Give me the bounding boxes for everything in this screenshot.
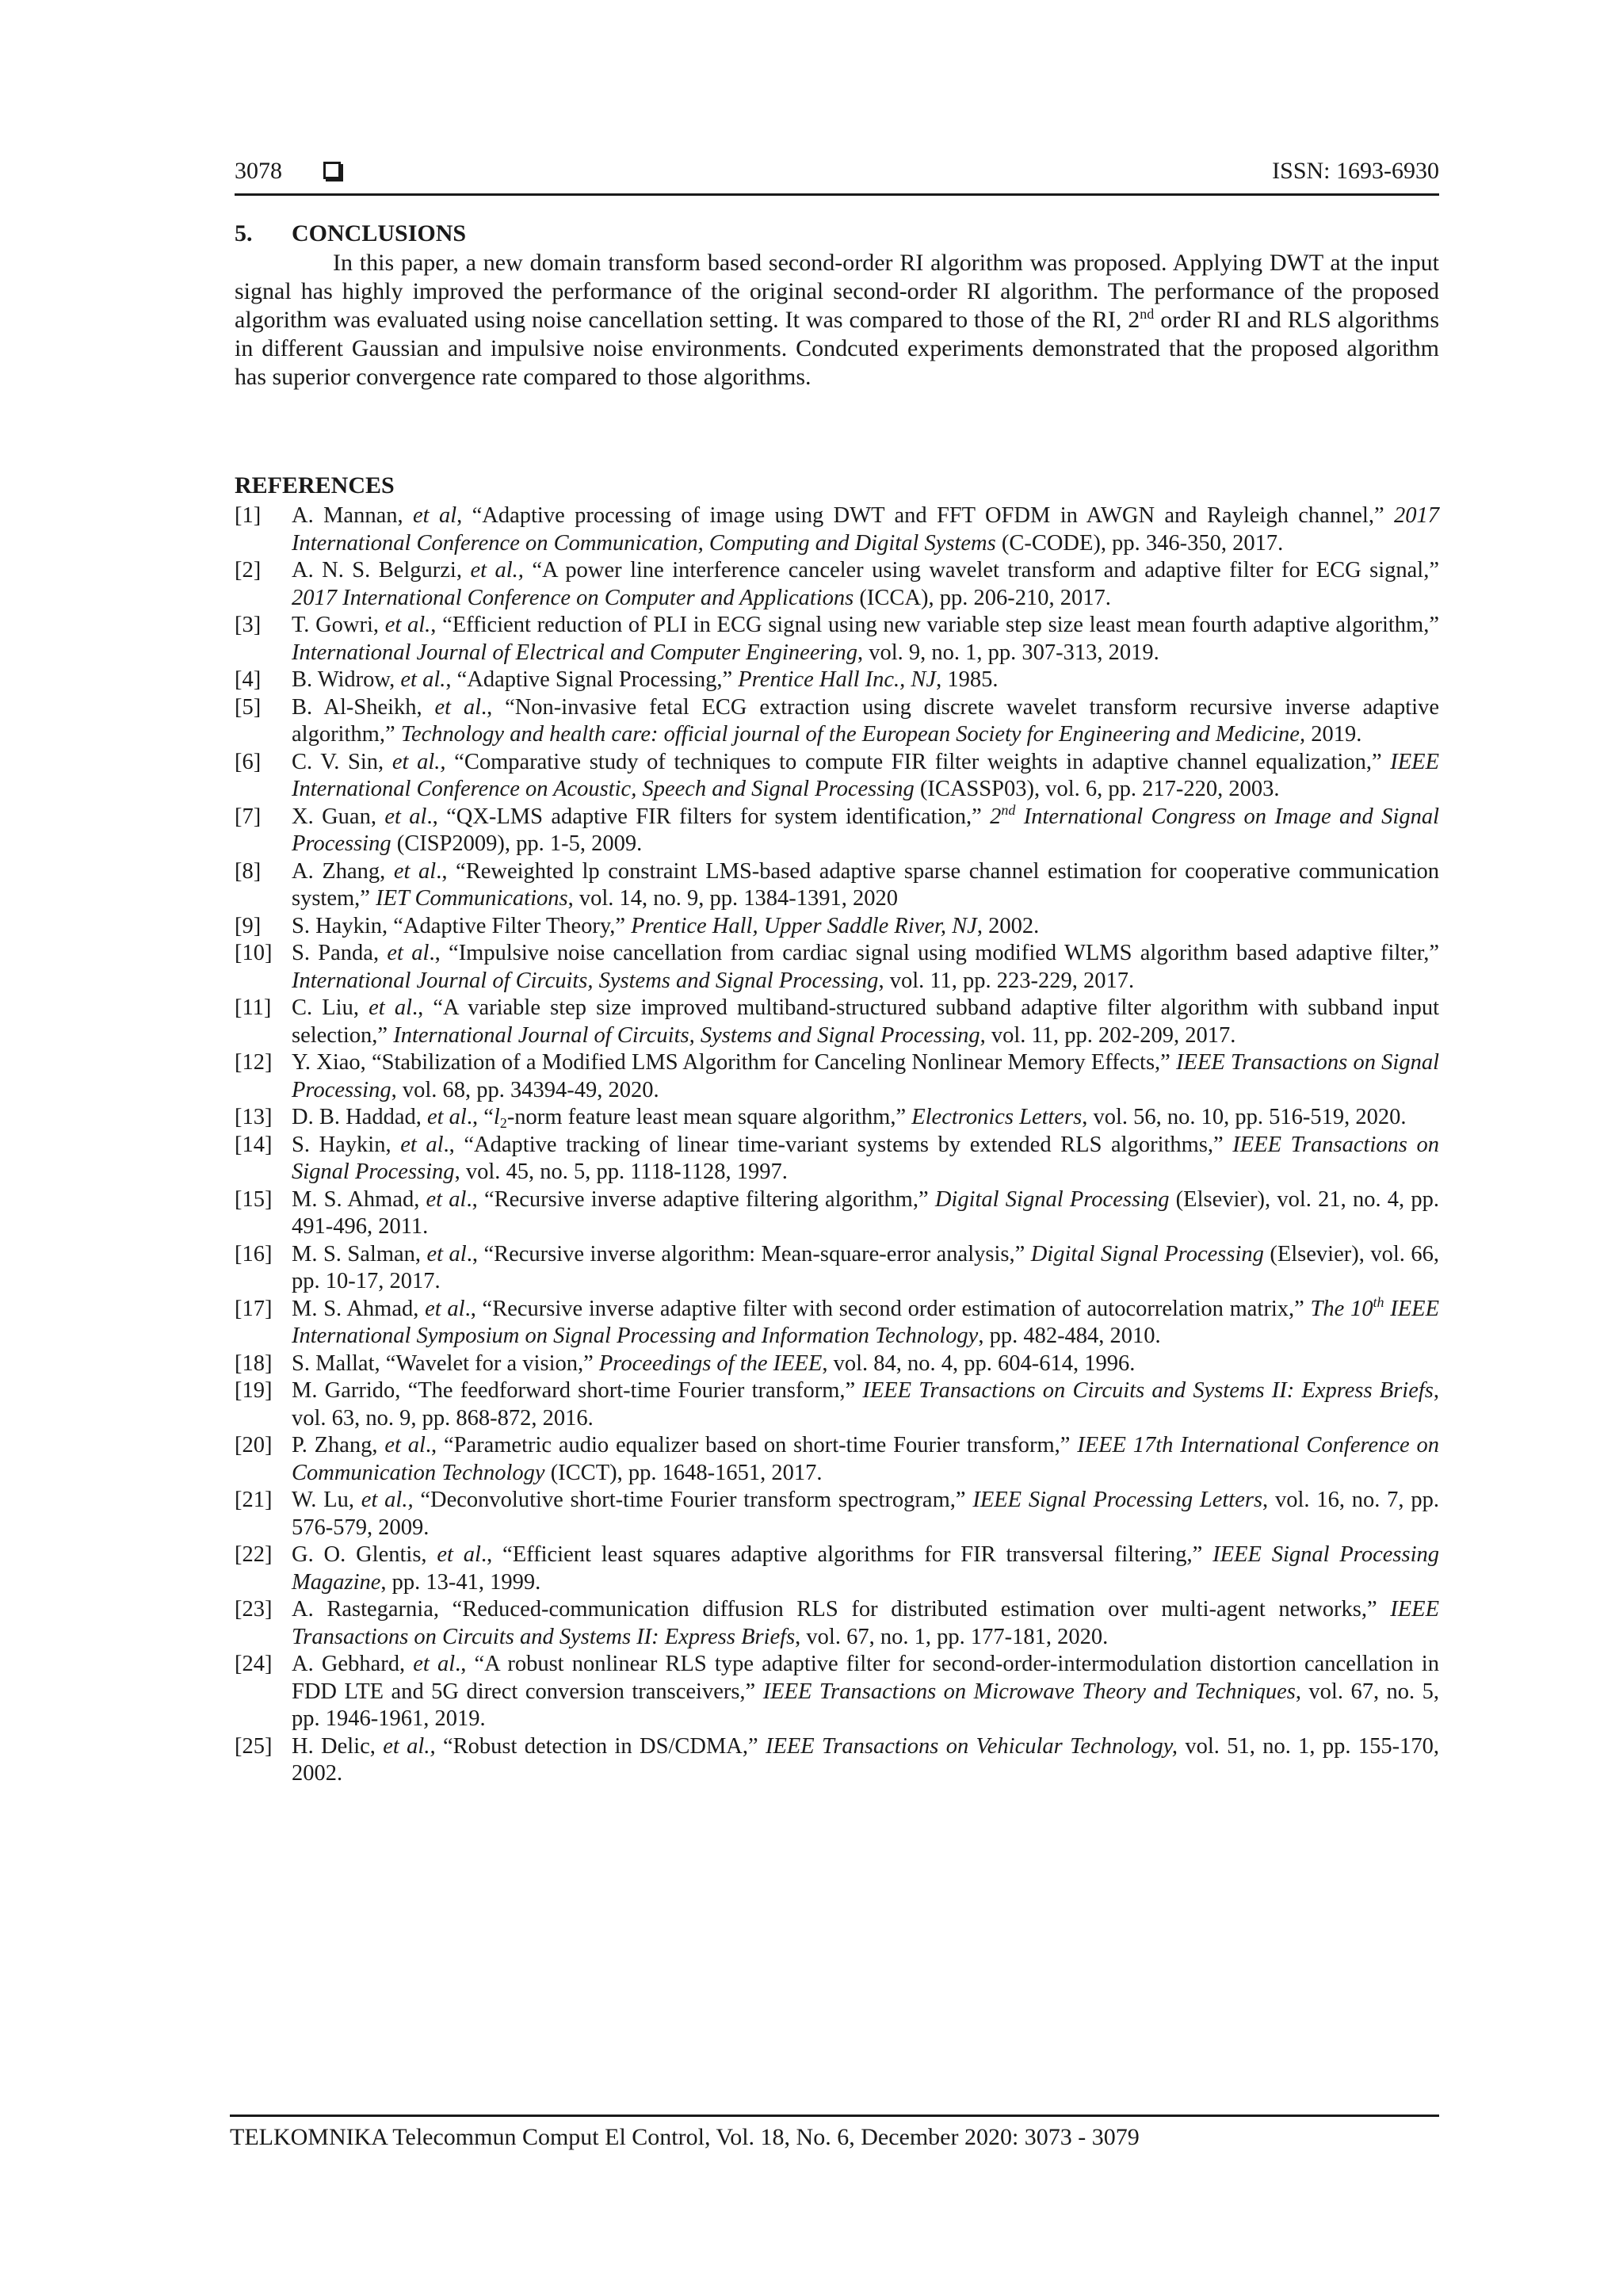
reference-text	[292, 801, 1439, 858]
reference-text	[292, 1377, 1439, 1432]
reference-item	[235, 1651, 1439, 1733]
reference-segment: , vol. 68, pp. 34394-49, 2020.	[391, 1077, 659, 1102]
reference-number: [6]	[235, 749, 262, 774]
reference-segment: ., “Impulsive noise cancellation from cardiac signal using modified WLMS algorithm based adaptive filter,”	[429, 941, 1439, 965]
reference-segment: et al	[426, 1105, 467, 1129]
reference-segment: S. Panda,	[292, 941, 388, 965]
reference-segment: IEEE International Conference on Acoustic, Speech and Signal Processing	[292, 749, 1439, 801]
reference-segment: A. Zhang,	[292, 858, 394, 884]
reference-number: [24]	[235, 1652, 273, 1676]
reference-segment: , pp. 13-41, 1999.	[380, 1569, 541, 1595]
reference-segment: IEEE Signal Processing Letters	[972, 1488, 1263, 1512]
reference-segment: IEEE International Symposium on Signal Processing and Information Technology	[292, 1296, 1439, 1348]
reference-text	[292, 1049, 1439, 1104]
reference-segment: (ICASSP03), vol. 6, pp. 217-220, 2003.	[914, 777, 1280, 801]
reference-segment: A. Gebhard,	[292, 1652, 414, 1676]
reference-text	[292, 995, 1439, 1049]
reference-item	[235, 801, 1439, 858]
issn-label: ISSN: 1693-6930	[1272, 158, 1439, 184]
reference-segment: A. Rastegarnia, “Reduced-communication diffusion RLS for distributed estimation over multi-agent networks,”	[292, 1597, 1391, 1622]
reference-number: [2]	[235, 558, 262, 583]
reference-segment: nd	[1001, 801, 1016, 818]
reference-segment: et al.,	[361, 1488, 414, 1512]
conclusion-text-end: order RI and RLS algorithms in different Gaussian and impulsive noise environments. Condcuted experiments demonstrated that the proposed algorithm has superior convergence rate compared to those algorithms.	[235, 307, 1439, 390]
reference-segment: IEEE Transactions on Signal Processing	[292, 1050, 1440, 1102]
reference-segment: M. S. Ahmad,	[292, 1186, 426, 1212]
reference-segment: S. Haykin,	[292, 1132, 401, 1157]
reference-segment: D. B. Haddad,	[292, 1105, 427, 1129]
reference-segment: et al	[425, 1296, 465, 1321]
reference-segment: th	[1373, 1293, 1384, 1310]
reference-text	[292, 749, 1439, 804]
reference-segment: IEEE Transactions on Vehicular Technology,	[766, 1733, 1178, 1759]
reference-segment: , vol. 14, no. 9, pp. 1384-1391, 2020	[567, 886, 899, 911]
reference-segment: Digital Signal Processing	[1030, 1241, 1264, 1266]
reference-segment: , vol. 9, no. 1, pp. 307-313, 2019.	[857, 640, 1159, 665]
reference-number: [11]	[235, 995, 272, 1020]
reference-item	[235, 1487, 1439, 1541]
reference-segment: Proceedings of the IEEE	[598, 1350, 823, 1376]
reference-segment: (ICCT), pp. 1648-1651, 2017.	[544, 1460, 823, 1485]
section-number: 5.	[235, 220, 253, 246]
reference-number: [17]	[235, 1296, 273, 1321]
reference-segment: IEEE 17th International Conference on Communication Technology	[292, 1433, 1440, 1485]
reference-number: [4]	[235, 667, 262, 692]
reference-item	[235, 1293, 1439, 1350]
reference-segment: T. Gowri,	[292, 613, 385, 637]
reference-segment: ., “Recursive inverse adaptive filtering algorithm,”	[466, 1186, 935, 1212]
reference-segment: , “Efficient reduction of PLI in ECG signal using new variable step size least mean fourth adaptive algorithm,”	[430, 613, 1439, 637]
reference-segment: A. N. S. Belgurzi,	[292, 558, 471, 583]
reference-segment: , vol. 63, no. 9, pp. 868-872, 2016.	[292, 1378, 1440, 1431]
reference-segment: C. Liu,	[292, 995, 369, 1020]
conclusion-text-start: In this paper, a new domain transform based second-order RI algorithm was proposed. Applying DWT at the input signal has highly improved the performance of the original second-order RI algorithm. The performance of the proposed algorithm was evaluated using noise cancellation setting. It was compared to those of the RI, 2	[235, 250, 1439, 333]
reference-number: [8]	[235, 858, 262, 884]
reference-item	[235, 667, 1439, 694]
reference-number: [21]	[235, 1488, 273, 1512]
reference-segment: et al	[413, 1652, 456, 1676]
reference-segment: B. Widrow,	[292, 667, 401, 692]
reference-segment: , vol. 67, no. 5, pp. 1946-1961, 2019.	[292, 1679, 1440, 1731]
reference-segment: ., “A variable step size improved multiband-structured subband adaptive filter algorithm with subband input selection,”	[292, 995, 1439, 1048]
reference-segment: IEEE Transactions on Signal Processing	[292, 1132, 1439, 1184]
reference-segment: 2019.	[1305, 722, 1362, 747]
reference-segment: W. Lu,	[292, 1488, 361, 1512]
reference-segment: ., “Parametric audio equalizer based on short-time Fourier transform,”	[425, 1433, 1078, 1457]
reference-item	[235, 1350, 1439, 1378]
reference-segment: Electronics Letters	[911, 1105, 1083, 1129]
reference-segment: et al	[426, 1186, 467, 1212]
reference-item	[235, 1241, 1439, 1296]
reference-segment: ., “Recursive inverse algorithm: Mean-square-error analysis,”	[466, 1241, 1031, 1266]
reference-segment: “Deconvolutive short-time Fourier transform spectrogram,”	[413, 1488, 973, 1512]
reference-segment: 2017 International Conference on Communication, Computing and Digital Systems	[292, 503, 1439, 556]
reference-number: [19]	[235, 1378, 273, 1403]
reference-segment: “A power line interference canceler using wavelet transform and adaptive filter for ECG signal,”	[523, 558, 1439, 583]
reference-text	[292, 1541, 1439, 1596]
reference-segment: et al.	[400, 667, 446, 692]
reference-number: [9]	[235, 913, 262, 938]
reference-segment: (CISP2009), pp. 1-5, 2009.	[391, 831, 643, 856]
reference-segment: IEEE Transactions on Microwave Theory and Techniques	[762, 1679, 1296, 1704]
reference-text	[292, 1186, 1439, 1241]
reference-number: [5]	[235, 694, 262, 720]
reference-text	[292, 667, 1439, 694]
reference-segment: , “Adaptive Signal Processing,”	[445, 667, 739, 692]
reference-segment: et al	[369, 995, 413, 1020]
reference-segment: et al	[437, 1542, 481, 1567]
reference-segment: P. Zhang,	[292, 1433, 385, 1457]
reference-segment: “Comparative study of techniques to compute FIR filter weights in adaptive channel equalization,”	[445, 749, 1391, 774]
reference-text	[292, 694, 1439, 749]
reference-segment: , vol. 11, pp. 223-229, 2017.	[878, 968, 1135, 993]
reference-item	[235, 502, 1439, 557]
reference-number: [22]	[235, 1542, 273, 1567]
reference-segment: et al.	[384, 613, 431, 637]
reference-text	[292, 940, 1439, 995]
reference-number: [14]	[235, 1132, 273, 1157]
page-header	[235, 155, 1439, 196]
reference-segment: IEEE Signal Processing Magazine	[292, 1542, 1439, 1595]
page-footer: TELKOMNIKA Telecommun Comput El Control, Vol. 18, No. 6, December 2020: 3073 - 3079	[230, 2115, 1439, 2153]
reference-item	[235, 995, 1439, 1049]
reference-segment: ., “Recursive inverse adaptive filter with second order estimation of autocorrelation matrix,”	[464, 1296, 1311, 1321]
reference-item	[235, 557, 1439, 612]
reference-item	[235, 913, 1439, 941]
reference-segment: ., “Reweighted lp constraint LMS-based adaptive sparse channel estimation for cooperative communication system,”	[292, 858, 1439, 911]
reference-segment: Y. Xiao, “Stabilization of a Modified LMS Algorithm for Canceling Nonlinear Memory Effects,”	[292, 1050, 1177, 1075]
reference-segment: H. Delic,	[292, 1733, 384, 1759]
reference-segment: IEEE Transactions on Circuits and Systems II: Express Briefs	[862, 1378, 1434, 1403]
reference-number: [16]	[235, 1241, 273, 1266]
reference-text	[292, 1596, 1439, 1651]
reference-text	[292, 502, 1439, 557]
reference-item	[235, 1104, 1439, 1132]
reference-item	[235, 1733, 1439, 1788]
conclusions-section	[235, 219, 1439, 392]
reference-segment: ., “	[466, 1105, 494, 1129]
reference-segment: 2	[990, 804, 1002, 829]
reference-segment: et al	[393, 858, 437, 884]
reference-segment: , 2002.	[976, 913, 1040, 938]
reference-segment: Prentice Hall Inc., NJ	[738, 667, 937, 692]
reference-segment: et al	[387, 941, 430, 965]
reference-segment: et al.,	[383, 1733, 436, 1759]
reference-number: [20]	[235, 1433, 273, 1457]
square-icon	[323, 162, 341, 179]
reference-text	[292, 858, 1439, 913]
reference-segment: International Journal of Circuits, Systems and Signal Processing	[292, 968, 879, 993]
reference-segment: vol. 11, pp. 202-209, 2017.	[985, 1022, 1236, 1048]
reference-number: [7]	[235, 804, 262, 829]
reference-segment: IET Communications	[376, 886, 568, 911]
reference-segment: et al	[413, 503, 457, 528]
reference-segment: M. Garrido, “The feedforward short-time Fourier transform,”	[292, 1378, 863, 1403]
reference-number: [15]	[235, 1186, 273, 1212]
reference-segment: , pp. 482-484, 2010.	[978, 1324, 1161, 1348]
reference-number: [25]	[235, 1733, 273, 1759]
reference-text	[292, 1350, 1439, 1378]
reference-segment: , vol. 67, no. 1, pp. 177-181, 2020.	[795, 1624, 1109, 1649]
reference-text	[292, 1241, 1439, 1296]
reference-item	[235, 940, 1439, 995]
reference-item	[235, 858, 1439, 913]
reference-segment: et al	[434, 694, 482, 720]
reference-segment: M. S. Salman,	[292, 1241, 427, 1266]
page-number: 3078	[235, 158, 282, 184]
reference-text	[292, 1487, 1439, 1541]
reference-segment: International Journal of Circuits, Systems and Signal Processing,	[393, 1022, 986, 1048]
reference-number: [3]	[235, 613, 262, 637]
reference-text	[292, 913, 1439, 941]
reference-list	[235, 502, 1439, 1788]
reference-segment: et al	[426, 1241, 467, 1266]
reference-number: [10]	[235, 941, 273, 965]
reference-segment: ., “A robust nonlinear RLS type adaptive filter for second-order-intermodulation distortion cancellation in FDD LTE and 5G direct conversion transceivers,”	[292, 1652, 1439, 1704]
reference-segment: 2	[499, 1115, 507, 1131]
reference-text	[292, 612, 1439, 667]
reference-segment: S. Haykin, “Adaptive Filter Theory,”	[292, 913, 632, 938]
reference-segment: International Congress on Image and Signal Processing	[292, 804, 1439, 856]
reference-segment: B. Al-Sheikh,	[292, 694, 435, 720]
reference-segment: International Journal of Electrical and Computer Engineering	[292, 640, 857, 665]
reference-segment: C. V. Sin,	[292, 749, 392, 774]
reference-segment: , vol. 45, no. 5, pp. 1118-1128, 1997.	[454, 1159, 788, 1184]
reference-segment: A. Mannan,	[292, 503, 413, 528]
reference-item	[235, 1186, 1439, 1241]
reference-segment: The 10	[1310, 1296, 1373, 1321]
reference-item	[235, 1132, 1439, 1186]
reference-segment: -norm feature least mean square algorithm,”	[506, 1105, 912, 1129]
reference-item	[235, 694, 1439, 749]
reference-text	[292, 557, 1439, 612]
reference-segment: et al	[400, 1132, 444, 1157]
reference-segment: (Elsevier), vol. 66, pp. 10-17, 2017.	[292, 1241, 1439, 1293]
reference-segment: 2017 International Conference on Computer and Applications	[292, 585, 854, 610]
reference-segment: ., “Adaptive tracking of linear time-variant systems by extended RLS algorithms,”	[443, 1132, 1233, 1157]
reference-segment: l	[493, 1105, 500, 1129]
reference-text	[292, 1432, 1439, 1487]
reference-segment: “Robust detection in DS/CDMA,”	[435, 1733, 766, 1759]
reference-segment: et al	[384, 804, 427, 829]
reference-item	[235, 1377, 1439, 1432]
reference-segment: et al.,	[470, 558, 524, 583]
ordinal-superscript: nd	[1140, 306, 1155, 322]
reference-number: [1]	[235, 503, 262, 528]
reference-number: [13]	[235, 1105, 273, 1129]
reference-segment: IEEE Transactions on Circuits and Systems II: Express Briefs	[292, 1597, 1439, 1649]
reference-segment: et al	[384, 1433, 426, 1457]
reference-text	[292, 1293, 1439, 1350]
reference-segment: ., “Non-invasive fetal ECG extraction using discrete wavelet transform recursive inverse adaptive algorithm,”	[292, 694, 1439, 747]
reference-segment: ., “QX-LMS adaptive FIR filters for system identification,”	[426, 804, 991, 829]
reference-segment: Digital Signal Processing	[934, 1186, 1170, 1212]
reference-number: [12]	[235, 1050, 273, 1075]
reference-segment: , vol. 16, no. 7, pp. 576-579, 2009.	[292, 1488, 1439, 1540]
reference-item	[235, 749, 1439, 804]
reference-segment: et al.,	[391, 749, 446, 774]
references-section	[235, 471, 1439, 1788]
reference-number: [18]	[235, 1350, 273, 1376]
reference-segment: , vol. 56, no. 10, pp. 516-519, 2020.	[1082, 1105, 1407, 1129]
reference-segment: , 1985.	[936, 667, 999, 692]
reference-segment: M. S. Ahmad,	[292, 1296, 426, 1321]
reference-segment: Technology and health care: official journal of the European Society for Engineering and Medicine,	[400, 722, 1306, 747]
reference-segment: Prentice Hall, Upper Saddle River, NJ	[631, 913, 977, 938]
references-heading: REFERENCES	[235, 472, 395, 499]
reference-segment: ., “Efficient least squares adaptive algorithms for FIR transversal filtering,”	[480, 1542, 1213, 1567]
reference-segment: (ICCA), pp. 206-210, 2017.	[854, 585, 1111, 610]
reference-segment: , vol. 84, no. 4, pp. 604-614, 1996.	[822, 1350, 1136, 1376]
reference-item	[235, 1596, 1439, 1651]
reference-text	[292, 1132, 1439, 1186]
reference-item	[235, 1432, 1439, 1487]
reference-segment: (C-CODE), pp. 346-350, 2017.	[995, 530, 1284, 556]
reference-item	[235, 612, 1439, 667]
reference-segment: G. O. Glentis,	[292, 1542, 437, 1567]
reference-segment: X. Guan,	[292, 804, 385, 829]
reference-segment: (Elsevier), vol. 21, no. 4, pp. 491-496, 2011.	[292, 1186, 1439, 1239]
reference-text	[292, 1104, 1439, 1132]
reference-item	[235, 1541, 1439, 1596]
section-heading	[235, 219, 1439, 249]
reference-text	[292, 1651, 1439, 1733]
reference-number: [23]	[235, 1597, 273, 1622]
reference-segment: S. Mallat, “Wavelet for a vision,”	[292, 1350, 599, 1376]
reference-item	[235, 1049, 1439, 1104]
reference-text	[292, 1733, 1439, 1788]
conclusion-paragraph	[235, 249, 1439, 392]
reference-segment: vol. 51, no. 1, pp. 155-170, 2002.	[292, 1733, 1439, 1786]
section-title: CONCLUSIONS	[292, 220, 467, 246]
reference-segment: , “Adaptive processing of image using DWT and FFT OFDM in AWGN and Rayleigh channel,”	[456, 503, 1394, 528]
